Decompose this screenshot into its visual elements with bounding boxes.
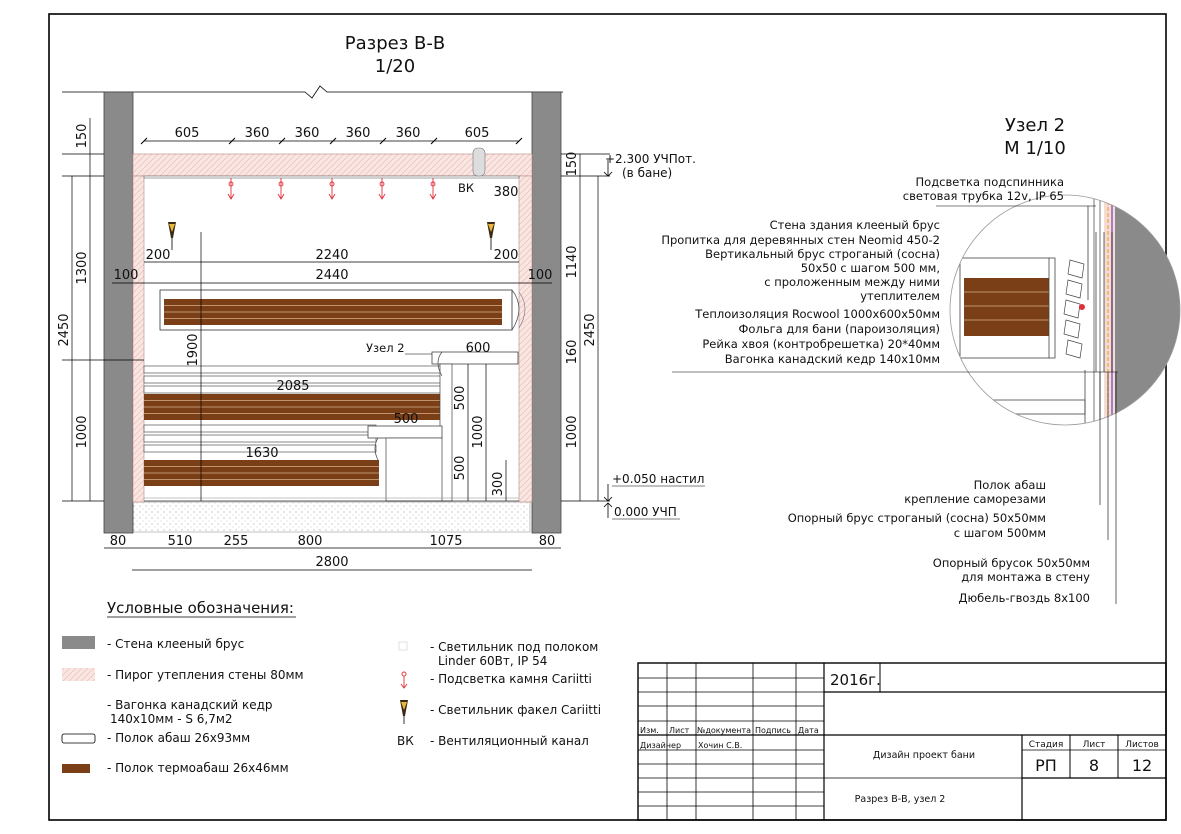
note-lining: Вагонка канадский кедр 140х10мм: [724, 352, 940, 366]
note-backlight-spec: световая трубка 12v, IP 65: [902, 189, 1064, 203]
stamp-h-stage: Стадия: [1028, 740, 1064, 750]
stone-lights: [228, 178, 436, 199]
torch-light-right: [487, 222, 495, 250]
level-ceiling: +2.300 УЧПот.: [605, 152, 696, 166]
legend-vk-code: ВК: [397, 734, 414, 748]
dim-mid-300: 300: [491, 471, 506, 497]
note-support-beam-2: с шагом 500мм: [953, 526, 1046, 540]
note-support-beam: Опорный брус строганый (сосна) 50х50мм: [787, 511, 1046, 525]
legend-abash: - Полок абаш 26х93мм: [107, 731, 251, 745]
stamp-sheet-title: Разрез В-В, узел 2: [854, 794, 946, 805]
dim-right-1000: 1000: [565, 415, 580, 449]
dim-500-step: 500: [393, 412, 419, 427]
note-vertical-beam-4: утеплителем: [860, 289, 940, 303]
dim-bottom-4: 1075: [429, 534, 463, 549]
stamp-stage: РП: [1035, 756, 1057, 775]
stamp-name: Хочин С.В.: [698, 741, 743, 750]
dim-bottom-3: 800: [297, 534, 323, 549]
stamp-col-change: Изм.: [640, 726, 659, 735]
stamp-sheets: 12: [1131, 756, 1153, 775]
note-impregnation: Пропитка для деревянных стен Neomid 450-2: [661, 233, 940, 247]
node-callout: Узел 2: [366, 341, 405, 355]
dim-bottom-1: 510: [167, 534, 193, 549]
legend-icon-bench-light: [399, 642, 407, 650]
note-wall: Стена здания клееный брус: [769, 218, 940, 232]
wall-left: [104, 92, 133, 533]
legend-icon-stone-light: [401, 672, 407, 688]
legend-thermoabash: - Полок термоабаш 26х46мм: [107, 761, 289, 775]
level-ceiling-note: (в бане): [622, 166, 673, 180]
stamp-col-sheet: Лист: [669, 726, 690, 735]
dim-top-1: 605: [174, 126, 200, 141]
note-backlight: Подсветка подспинника: [915, 175, 1064, 189]
dim-2085: 2085: [276, 379, 310, 394]
dim-left-150: 150: [75, 123, 90, 149]
stamp-h-sheets: Листов: [1125, 740, 1159, 750]
dim-mid-1000: 1000: [471, 415, 486, 449]
legend-title: Условные обозначения:: [107, 599, 294, 617]
vk-label: ВК: [458, 181, 475, 195]
dim-1630: 1630: [245, 446, 279, 461]
wall-insulation-right: [519, 176, 532, 502]
dim-left-1300: 1300: [75, 251, 90, 285]
stamp-col-signature: Подпись: [755, 726, 791, 735]
legend-stone-light: - Подсветка камня Cariitti: [430, 672, 592, 686]
break-line: [62, 86, 563, 98]
wall-insulation-left: [133, 176, 144, 502]
dim-top-4: 360: [345, 126, 371, 141]
wall-right: [532, 92, 561, 533]
stamp-designer: Дизайнер: [640, 741, 682, 750]
legend-bench-light: - Светильник под полоком: [430, 640, 599, 654]
legend-torch: - Светильник факел Cariitti: [430, 703, 602, 717]
dim-80-left: 80: [109, 534, 127, 549]
dim-right-160: 160: [565, 339, 580, 365]
note-vertical-beam: Вертикальный брус строганый (сосна): [705, 247, 940, 261]
note-vertical-beam-2: 50х50 с шагом 500 мм,: [800, 261, 940, 275]
dim-100-right: 100: [527, 268, 553, 283]
dim-mid-1900: 1900: [186, 333, 201, 367]
legend-lining-spec: 140х10мм - S 6,7м2: [110, 712, 233, 726]
level-floor-top: +0.050 настил: [612, 472, 705, 486]
legend-swatch-abash: [62, 734, 95, 743]
dim-top-6: 605: [464, 126, 490, 141]
note-dowel: Дюбель-гвоздь 8х100: [958, 591, 1090, 605]
stamp-col-document: №документа: [697, 726, 752, 735]
note-bench-2: крепление саморезами: [904, 492, 1046, 506]
note-vertical-beam-3: с проложенным между ними: [764, 275, 940, 289]
dim-200-right: 200: [493, 248, 519, 263]
dim-200-left: 200: [145, 248, 171, 263]
note-insulation: Теплоизоляция Rocwool 1000х600х50мм: [695, 307, 940, 321]
legend-swatch-thermoabash: [62, 764, 90, 773]
legend-vent: - Вентиляционный канал: [430, 734, 589, 748]
stamp-year: 2016г.: [830, 671, 881, 689]
level-floor-zero: 0.000 УЧП: [614, 505, 677, 519]
level-marks: [604, 160, 612, 518]
stamp-col-date: Дата: [798, 726, 819, 735]
dim-top-5: 360: [395, 126, 421, 141]
stamp-h-sheet: Лист: [1082, 740, 1106, 750]
torch-light-left: [168, 222, 176, 250]
section-scale: 1/20: [374, 56, 416, 77]
section-title: Разрез В-В: [344, 33, 446, 54]
dim-600: 600: [465, 341, 491, 356]
dim-right-2450: 2450: [583, 313, 598, 347]
node-detail: [950, 195, 1181, 425]
legend-icon-torch: [400, 700, 408, 724]
note-support-bar-2: для монтажа в стену: [961, 570, 1090, 584]
dim-top-2: 360: [244, 126, 270, 141]
legend-swatch-insulation: [62, 668, 95, 681]
note-foil: Фольга для бани (пароизоляция): [738, 322, 940, 336]
note-bench: Полок абаш: [973, 478, 1046, 492]
legend-bench-light-spec: Linder 60Вт, IP 54: [438, 654, 548, 668]
legend-insulation: - Пирог утепления стены 80мм: [107, 668, 304, 682]
dim-2440: 2440: [315, 268, 349, 283]
stamp-project: Дизайн проект бани: [872, 750, 976, 761]
dim-mid-500-top: 500: [453, 385, 468, 411]
note-batten: Рейка хвоя (контробрешетка) 20*40мм: [702, 337, 940, 351]
dim-380: 380: [493, 185, 519, 200]
node-scale: М 1/10: [1004, 138, 1066, 159]
node-title: Узел 2: [1004, 115, 1066, 136]
ceiling-insulation: [133, 154, 532, 176]
dim-80-right: 80: [538, 534, 556, 549]
legend-wall: - Стена клееный брус: [107, 637, 245, 651]
dim-right-150: 150: [565, 151, 580, 177]
dim-2240: 2240: [315, 248, 349, 263]
stamp-sheet: 8: [1088, 756, 1100, 775]
dim-bottom-2: 255: [223, 534, 249, 549]
legend-lining: - Вагонка канадский кедр: [107, 698, 273, 712]
dim-left-1000: 1000: [75, 415, 90, 449]
dim-2800: 2800: [315, 555, 349, 570]
ventilation-duct: [473, 148, 485, 176]
dim-mid-500-bottom: 500: [453, 455, 468, 481]
step-500: [368, 426, 442, 438]
dim-top-3: 360: [294, 126, 320, 141]
legend-swatch-wall: [62, 636, 95, 649]
dim-right-1140: 1140: [565, 245, 580, 279]
dim-left-2450: 2450: [57, 313, 72, 347]
floor-base: [132, 502, 530, 532]
note-support-bar: Опорный брусок 50х50мм: [932, 556, 1090, 570]
dim-100-left: 100: [113, 268, 139, 283]
